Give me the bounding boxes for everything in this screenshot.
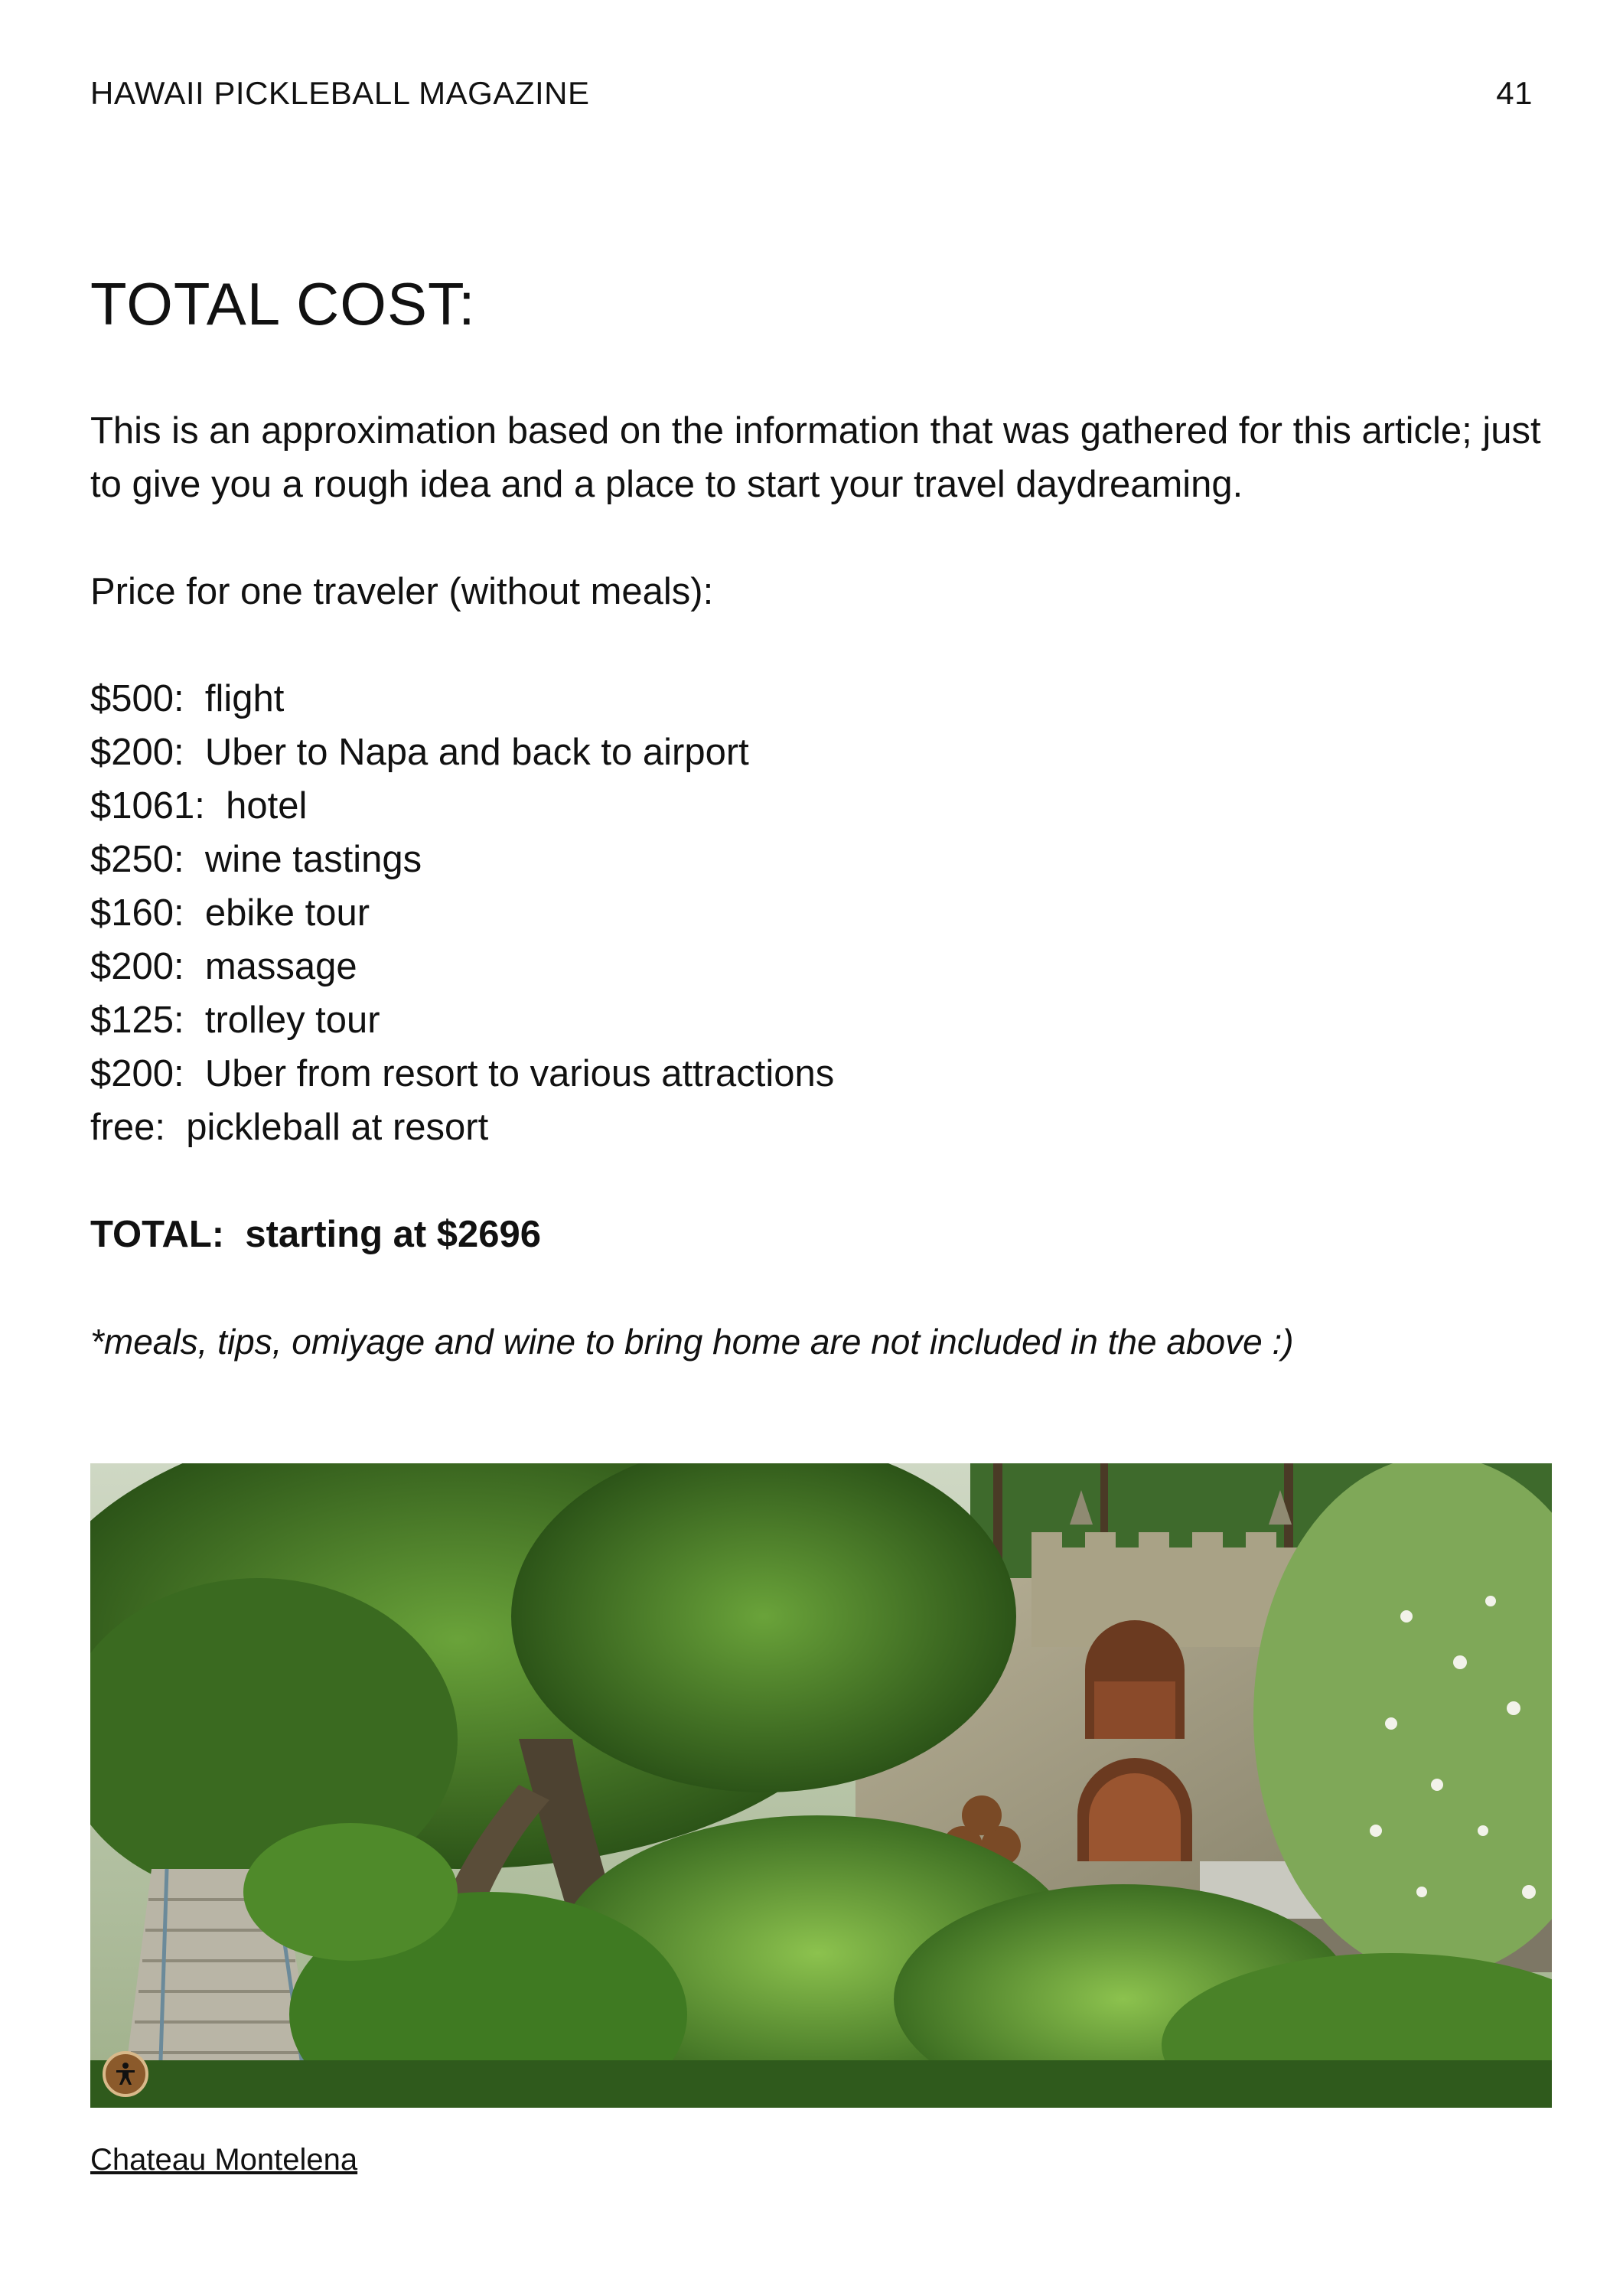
cost-item	[90, 940, 1544, 993]
page-number: 41	[1496, 75, 1533, 111]
cost-item	[90, 726, 1544, 779]
cost-item	[90, 1101, 1544, 1154]
cost-description: pickleball at resort	[186, 1107, 489, 1148]
cost-item	[90, 833, 1544, 886]
cost-amount: $200:	[90, 1053, 184, 1094]
photo-caption-link[interactable]: Chateau Montelena	[90, 2143, 358, 2177]
cost-description: Uber to Napa and back to airport	[204, 732, 749, 773]
cost-item	[90, 993, 1544, 1047]
cost-item	[90, 672, 1544, 726]
cost-amount: $125:	[90, 1000, 184, 1041]
cost-item	[90, 886, 1544, 940]
page-header	[90, 75, 1533, 112]
cost-description: hotel	[226, 785, 308, 827]
cost-amount: $250:	[90, 839, 184, 880]
cost-amount: $1061:	[90, 785, 205, 827]
accessibility-button[interactable]	[103, 2051, 148, 2097]
footnote: *meals, tips, omiyage and wine to bring home are not included in the above :)	[90, 1322, 1294, 1362]
cost-amount: $200:	[90, 946, 184, 987]
article-body	[90, 404, 1544, 1368]
cost-description: massage	[204, 946, 357, 987]
cost-amount: $500:	[90, 678, 184, 719]
cost-item	[90, 779, 1544, 833]
price-label: Price for one traveler (without meals):	[90, 571, 714, 612]
cost-amount: free:	[90, 1107, 166, 1148]
magazine-name: HAWAII PICKLEBALL MAGAZINE	[90, 75, 590, 111]
page-title: TOTAL COST:	[90, 270, 476, 338]
total-cost: TOTAL: starting at $2696	[90, 1214, 542, 1255]
intro-paragraph: This is an approximation based on the information that was gathered for this article; just to give you a rough idea and a place to start your travel daydreaming.	[90, 410, 1541, 505]
cost-description: trolley tour	[204, 1000, 380, 1041]
cost-list	[90, 672, 1544, 1154]
cost-description: wine tastings	[204, 839, 422, 880]
cost-item	[90, 1047, 1544, 1101]
cost-description: flight	[204, 678, 285, 719]
accessibility-icon	[112, 2060, 139, 2088]
cost-amount: $200:	[90, 732, 184, 773]
cost-description: Uber from resort to various attractions	[204, 1053, 835, 1094]
cost-amount: $160:	[90, 892, 184, 934]
chateau-illustration	[90, 1463, 1552, 2108]
cost-description: ebike tour	[204, 892, 370, 934]
chateau-photo	[90, 1463, 1552, 2108]
